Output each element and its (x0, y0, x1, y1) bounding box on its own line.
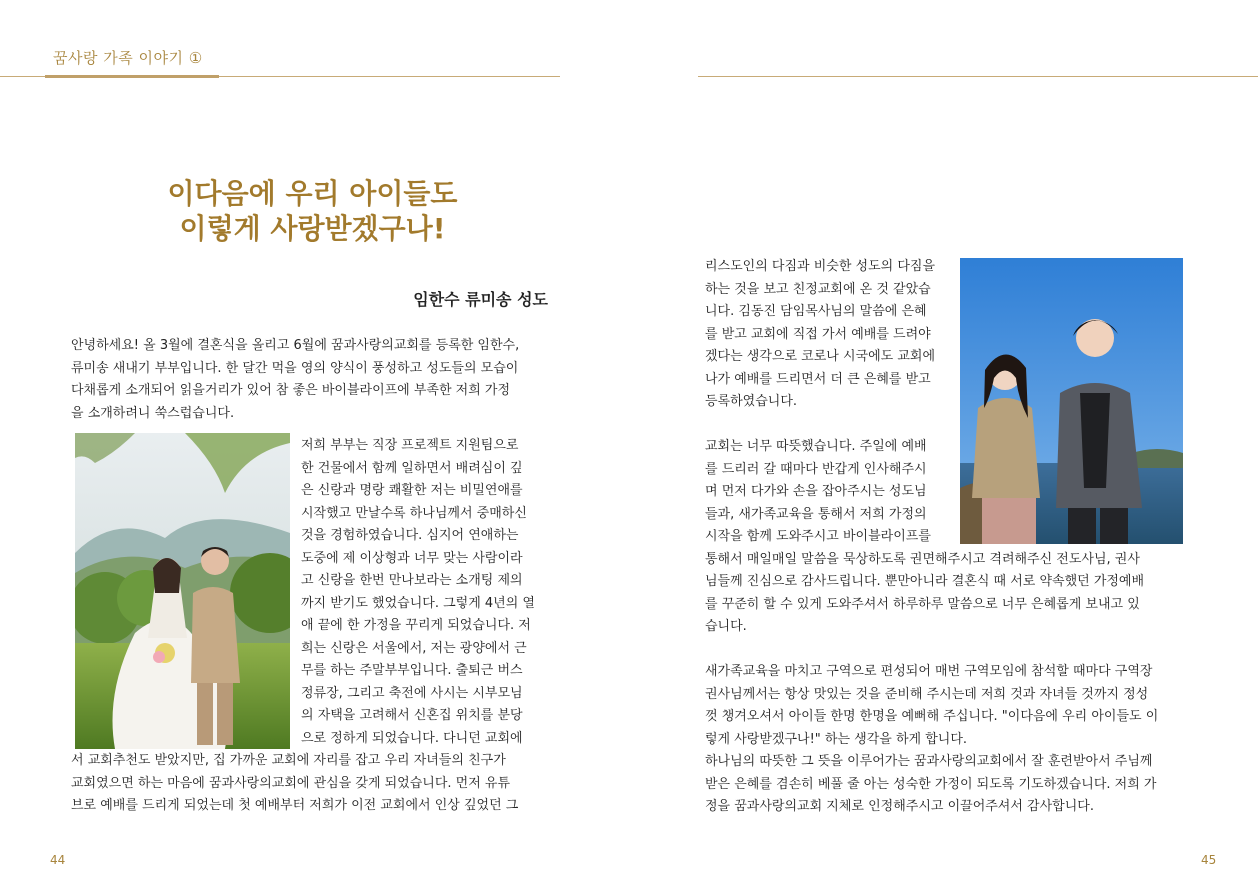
text-line: 류미송 새내기 부부입니다. 한 달간 먹을 영의 양식이 풍성하고 성도들의 모습이 (71, 361, 519, 376)
text-line: 들과, 새가족교육을 통해서 저희 가정의 (705, 507, 927, 522)
text-line: 브로 예배를 드리게 되었는데 첫 예배부터 저희가 이전 교회에서 인상 깊었던 그 (71, 798, 519, 813)
text-line: 를 꾸준히 할 수 있게 도와주셔서 하루하루 말씀으로 너무 은혜롭게 보내고 있 (705, 597, 1140, 612)
couple-photo (960, 258, 1183, 544)
text-line: 정을 꿈과사랑의교회 지체로 인정해주시고 이끌어주셔서 감사합니다. (705, 799, 1094, 814)
header-rule-right (698, 76, 1258, 77)
text-line: 희는 신랑은 서울에서, 저는 광양에서 근 (301, 641, 527, 656)
text-line: 시작했고 만날수록 하나님께서 중매하신 (301, 506, 527, 521)
text-line: 렇게 사랑받겠구나!" 하는 생각을 하게 합니다. (705, 732, 968, 747)
title-line-2: 이렇게 사랑받겠구나! (179, 212, 446, 245)
section-label: 꿈사랑 가족 이야기 ① (53, 49, 203, 67)
text-line: 도중에 제 이상형과 너무 맞는 사람이라 (301, 551, 523, 566)
text-line: 은 신랑과 명랑 쾌활한 저는 비밀연애를 (301, 483, 523, 498)
text-line: 애 끝에 한 가정을 꾸리게 되었습니다. 저 (301, 618, 531, 633)
text-line: 서 교회추천도 받았지만, 집 가까운 교회에 자리를 잡고 우리 자녀들의 친구가 (71, 753, 506, 768)
text-line: 리스도인의 다짐과 비슷한 성도의 다짐을 (705, 259, 936, 274)
text-line: 님들께 진심으로 감사드립니다. 뿐만아니라 결혼식 때 서로 약속했던 가정예배 (705, 574, 1145, 589)
text-line: 하는 것을 보고 친정교회에 온 것 같았습 (705, 282, 931, 297)
text-line: 한 건물에서 함께 일하면서 배려심이 깊 (301, 461, 523, 476)
text-line: 나가 예배를 드리면서 더 큰 은혜를 받고 (705, 372, 931, 387)
text-line: 까지 받기도 했었습니다. 그렇게 4년의 열 (301, 596, 535, 611)
page-number-left: 44 (50, 853, 66, 867)
text-line: 것을 경험하였습니다. 심지어 연애하는 (301, 528, 519, 543)
text-line: 를 드리러 갈 때마다 반갑게 인사해주시 (705, 462, 927, 477)
title-line-1: 이다음에 우리 아이들도 (167, 177, 458, 210)
text-line: 받은 은혜를 겸손히 베풀 줄 아는 성숙한 가정이 되도록 기도하겠습니다. 저희 가 (705, 777, 1157, 792)
text-line: 하나님의 따뜻한 그 뜻을 이루어가는 꿈과사랑의교회에서 잘 훈련받아서 주님께 (705, 754, 1153, 769)
text-line: 등록하였습니다. (705, 394, 798, 409)
text-line: 권사님께서는 항상 맛있는 것을 준비해 주시는데 저희 것과 자녀들 것까지 정성 (705, 687, 1149, 702)
article-title (60, 176, 565, 246)
header-rule-accent (45, 75, 219, 78)
text-line: 의 자택을 고려해서 신혼집 위치를 분당 (301, 708, 523, 723)
text-line: 통해서 매일매일 말씀을 묵상하도록 권면해주시고 격려해주신 전도사님, 권사 (705, 552, 1140, 567)
text-line: 습니다. (705, 619, 747, 634)
text-line: 정류장, 그리고 축전에 사시는 시부모님 (301, 686, 523, 701)
text-line: 을 소개하려니 쑥스럽습니다. (71, 406, 235, 421)
byline: 임한수 류미송 성도 (413, 290, 548, 309)
text-line: 으로 정하게 되었습니다. 다니던 교회에 (301, 731, 523, 746)
text-line: 안녕하세요! 올 3월에 결혼식을 올리고 6월에 꿈과사랑의교회를 등록한 임한수, (71, 338, 520, 353)
text-line: 겠다는 생각으로 코로나 시국에도 교회에 (705, 349, 936, 364)
text-line: 교회는 너무 따뜻했습니다. 주일에 예배 (705, 439, 927, 454)
text-line: 다채롭게 소개되어 읽을거리가 있어 참 좋은 바이블라이프에 부족한 저희 가정 (71, 383, 511, 398)
text-line: 며 먼저 다가와 손을 잡아주시는 성도님 (705, 484, 927, 499)
text-line: 무를 하는 주말부부입니다. 출퇴근 버스 (301, 663, 523, 678)
text-line: 니다. 김동진 담임목사님의 말씀에 은혜 (705, 304, 927, 319)
text-line: 고 신랑을 한번 만나보라는 소개팅 제의 (301, 573, 523, 588)
page-number-right: 45 (1201, 853, 1217, 867)
text-line: 껏 챙겨오셔서 아이들 한명 한명을 예뻐해 주십니다. "이다음에 우리 아이들도 이 (705, 709, 1159, 724)
text-line: 를 받고 교회에 직접 가서 예배를 드려야 (705, 327, 931, 342)
text-line: 시작을 함께 도와주시고 바이블라이프를 (705, 529, 931, 544)
text-line: 교회였으면 하는 마음에 꿈과사랑의교회에 관심을 갖게 되었습니다. 먼저 유튜 (71, 776, 511, 791)
wedding-photo (75, 433, 290, 749)
text-line: 새가족교육을 마치고 구역으로 편성되어 매번 구역모임에 참석할 때마다 구역장 (705, 664, 1153, 679)
text-line: 저희 부부는 직장 프로젝트 지원팀으로 (301, 438, 519, 453)
